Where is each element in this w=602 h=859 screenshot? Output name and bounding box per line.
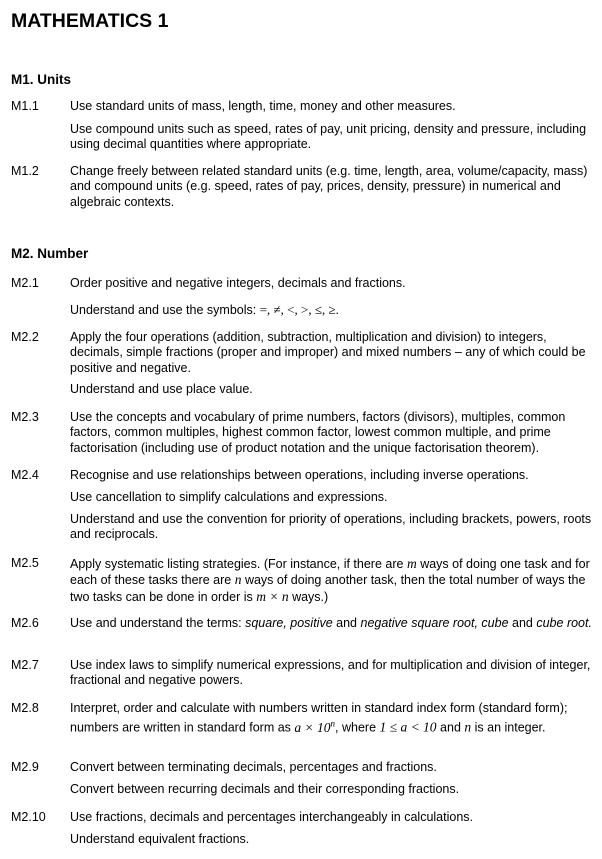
item-text: Use index laws to simplify numerical expressions, and for multiplication and division of integer, fractional and negative powers. — [70, 658, 591, 688]
item-code: M2.9 — [11, 760, 39, 774]
item-text: Apply the four operations (addition, subtraction, multiplication and division) to integers, decimals, simple fractions (proper and improper) and mixed numbers – any of which could be positive and negative. — [70, 330, 586, 375]
item-text: Apply systematic listing strategies. (For instance, if there are m ways of doing one task and for each of these tasks there are n ways of doing another task, then the total number of ways the two tasks can be done in order is m × n ways.) — [70, 556, 590, 604]
item-code: M2.10 — [11, 810, 46, 824]
item-text — [70, 302, 600, 318]
document-title: MATHEMATICS 1 — [11, 10, 169, 32]
math-variable: n — [234, 572, 242, 588]
item-text: Understand and use place value. — [70, 382, 253, 396]
item-text: Use fractions, decimals and percentages interchangeably in calculations. — [70, 810, 474, 824]
item-code: M1.2 — [11, 164, 39, 178]
term: square, positive — [245, 616, 333, 630]
item-text: Use standard units of mass, length, time, money and other measures. — [70, 99, 456, 113]
item-code: M2.3 — [11, 410, 39, 424]
item-text: Use the concepts and vocabulary of prime numbers, factors (divisors), multiples, common factors, common multiples, highest common factor, lowest common multiple, and prime factorisation (including use of product notation and the unique factorisation theorem). — [70, 410, 566, 455]
item-text: Recognise and use relationships between operations, including inverse operations. — [70, 468, 529, 482]
math-expression: 1 ≤ a < 10 — [379, 719, 437, 735]
item-text: Interpret, order and calculate with numbers written in standard index form (standard form); numbers are written in standard form as $a \times 10^n$, where 1 ≤ a < 10 and n is an integer. — [70, 701, 568, 735]
term: negative square root, cube — [360, 616, 509, 630]
symbols-list: =, ≠, <, >, ≤, ≥. — [259, 302, 339, 317]
section-heading-m1: M1. Units — [11, 72, 72, 87]
item-text: Use compound units such as speed, rates of pay, unit pricing, density and pressure, including using decimal quantities where appropriate. — [70, 122, 587, 152]
item-text: Understand equivalent fractions. — [70, 832, 250, 846]
item-code: M1.1 — [11, 99, 39, 113]
item-code: M2.5 — [11, 556, 39, 570]
item-text: Use cancellation to simplify calculations and expressions. — [70, 490, 388, 504]
item-code: M2.8 — [11, 701, 39, 715]
math-expression: m × n — [256, 588, 289, 604]
item-code: M2.1 — [11, 276, 39, 290]
item-code: M2.4 — [11, 468, 39, 482]
item-code: M2.6 — [11, 616, 39, 630]
item-text: Understand and use the convention for priority of operations, including brackets, powers, roots and reciprocals. — [70, 512, 592, 542]
symbols-intro: Understand and use the symbols: — [70, 303, 257, 317]
section-heading-m2: M2. Number — [11, 246, 89, 261]
item-text: Change freely between related standard units (e.g. time, length, area, volume/capacity, mass) and compound units (e.g. speed, rates of pay, prices, density, pressure) in numerical and algebraic contexts. — [70, 164, 588, 209]
item-code: M2.2 — [11, 330, 39, 344]
term: cube root. — [536, 616, 592, 630]
item-text: Use and understand the terms: square, positive and negative square root, cube and cube root. — [70, 616, 592, 630]
item-text: Convert between terminating decimals, percentages and fractions. — [70, 760, 437, 774]
item-text: Order positive and negative integers, decimals and fractions. — [70, 276, 406, 290]
math-variable: n — [464, 719, 472, 735]
math-variable: m — [406, 556, 417, 571]
item-text: Convert between recurring decimals and their corresponding fractions. — [70, 782, 460, 796]
math-expression: $a \times 10^n$ — [294, 718, 336, 735]
item-code: M2.7 — [11, 658, 39, 672]
